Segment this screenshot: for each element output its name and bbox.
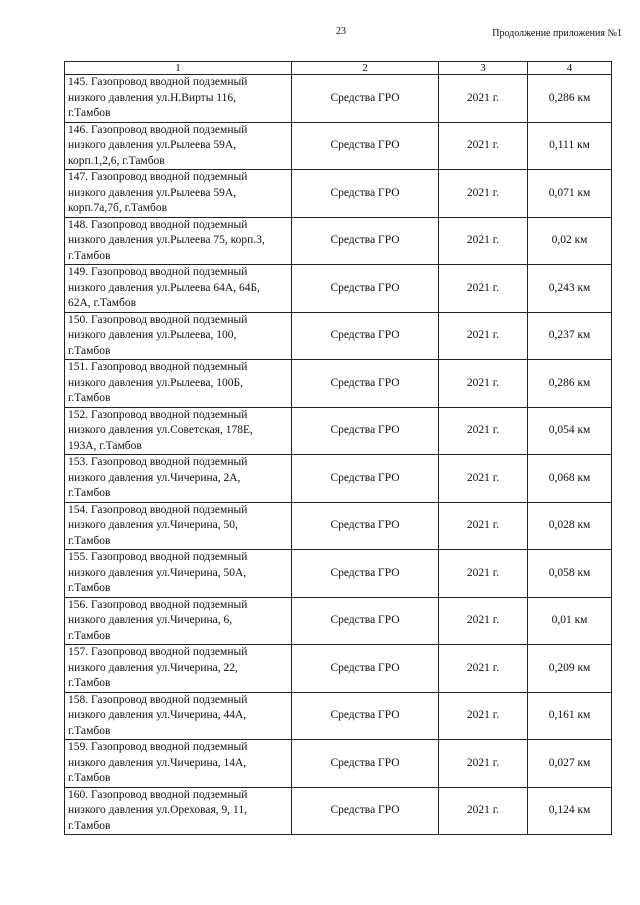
length-cell: 0,071 км: [528, 170, 612, 218]
pipeline-name-line: низкого давления ул.Н.Вирты 116,: [68, 91, 236, 104]
year-cell: 2021 г.: [439, 360, 528, 408]
pipeline-name-cell: [65, 455, 292, 503]
pipeline-name-cell: [65, 217, 292, 265]
pipeline-name-line: г.Тамбов: [68, 392, 111, 404]
length-cell: 0,111 км: [528, 122, 612, 170]
year-cell: 2021 г.: [439, 407, 528, 455]
pipeline-name-line: 62А, г.Тамбов: [68, 297, 137, 309]
pipeline-name-line: 154. Газопровод вводной подземный: [68, 503, 248, 516]
pipeline-name-line: г.Тамбов: [68, 629, 111, 642]
column-header-1: 1: [65, 62, 292, 75]
pipeline-name-cell: [65, 407, 292, 455]
funding-source-cell: Средства ГРО: [292, 265, 439, 313]
pipeline-name-line: 155. Газопровод вводной подземный: [68, 551, 248, 563]
year-cell: 2021 г.: [439, 645, 528, 693]
table-row: [65, 407, 612, 455]
table-row: [65, 217, 612, 265]
pipeline-name-line: г.Тамбов: [68, 249, 111, 262]
pipeline-name-line: низкого давления ул.Рылеева 59А,: [68, 186, 237, 199]
length-cell: 0,054 км: [528, 407, 612, 455]
table-row: [65, 312, 612, 360]
funding-source-cell: Средства ГРО: [292, 360, 439, 408]
pipeline-name-line: г.Тамбов: [68, 819, 111, 832]
pipeline-name-cell: [65, 312, 292, 360]
table-row: [65, 597, 612, 645]
pipeline-name-line: 147. Газопровод вводной подземный: [68, 171, 248, 183]
funding-source-cell: Средства ГРО: [292, 597, 439, 645]
year-cell: 2021 г.: [439, 550, 528, 598]
length-cell: 0,243 км: [528, 265, 612, 313]
pipeline-name-line: низкого давления ул.Советская, 178Е,: [68, 424, 253, 436]
pipeline-name-line: низкого давления ул.Рылеева 64А, 64Б,: [68, 281, 260, 294]
table-row: [65, 455, 612, 503]
pipeline-name-line: 145. Газопровод вводной подземный: [68, 76, 248, 88]
pipeline-name-line: низкого давления ул.Чичерина, 22,: [68, 661, 238, 674]
column-header-3: 3: [439, 62, 528, 75]
pipeline-name-line: 148. Газопровод вводной подземный: [68, 218, 248, 231]
length-cell: 0,058 км: [528, 550, 612, 598]
pipeline-name-line: корп.1,2,6, г.Тамбов: [68, 154, 165, 167]
pipeline-name-line: низкого давления ул.Рылеева 75, корп.3,: [68, 234, 265, 246]
pipeline-name-line: г.Тамбов: [68, 344, 111, 357]
pipeline-name-cell: [65, 75, 292, 123]
table-row: [65, 550, 612, 598]
length-cell: 0,027 км: [528, 740, 612, 788]
pipeline-name-line: г.Тамбов: [68, 582, 111, 594]
year-cell: 2021 г.: [439, 170, 528, 218]
pipeline-name-line: низкого давления ул.Чичерина, 6,: [68, 614, 233, 626]
length-cell: 0,237 км: [528, 312, 612, 360]
pipeline-name-cell: [65, 645, 292, 693]
year-cell: 2021 г.: [439, 75, 528, 123]
funding-source-cell: Средства ГРО: [292, 502, 439, 550]
funding-source-cell: Средства ГРО: [292, 455, 439, 503]
pipeline-name-line: г.Тамбов: [68, 107, 111, 119]
pipeline-name-line: г.Тамбов: [68, 534, 111, 547]
pipeline-name-cell: [65, 787, 292, 835]
funding-source-cell: Средства ГРО: [292, 787, 439, 835]
pipeline-name-cell: [65, 360, 292, 408]
length-cell: 0,286 км: [528, 360, 612, 408]
pipeline-name-line: низкого давления ул.Ореховая, 9, 11,: [68, 804, 248, 816]
pipeline-name-line: 149. Газопровод вводной подземный: [68, 266, 248, 278]
pipeline-name-cell: [65, 692, 292, 740]
pipeline-name-cell: [65, 597, 292, 645]
year-cell: 2021 г.: [439, 597, 528, 645]
funding-source-cell: Средства ГРО: [292, 217, 439, 265]
length-cell: 0,028 км: [528, 502, 612, 550]
funding-source-cell: Средства ГРО: [292, 740, 439, 788]
funding-source-cell: Средства ГРО: [292, 122, 439, 170]
year-cell: 2021 г.: [439, 692, 528, 740]
length-cell: 0,209 км: [528, 645, 612, 693]
pipeline-name-line: 152. Газопровод вводной подземный: [68, 408, 248, 421]
funding-source-cell: Средства ГРО: [292, 692, 439, 740]
pipeline-name-line: 160. Газопровод вводной подземный: [68, 788, 248, 801]
pipeline-name-line: низкого давления ул.Чичерина, 2А,: [68, 471, 241, 484]
funding-source-cell: Средства ГРО: [292, 312, 439, 360]
pipeline-name-line: г.Тамбов: [68, 772, 111, 784]
pipeline-name-line: г.Тамбов: [68, 724, 111, 737]
pipeline-name-line: 153. Газопровод вводной подземный: [68, 456, 248, 468]
pipeline-name-line: низкого давления ул.Чичерина, 14А,: [68, 756, 247, 769]
table-row: [65, 170, 612, 218]
year-cell: 2021 г.: [439, 217, 528, 265]
length-cell: 0,068 км: [528, 455, 612, 503]
length-cell: 0,161 км: [528, 692, 612, 740]
appendix-continuation-label: Продолжение приложения №1: [492, 28, 622, 39]
pipeline-name-line: низкого давления ул.Рылеева 59А,: [68, 139, 237, 151]
year-cell: 2021 г.: [439, 312, 528, 360]
column-number-row: [65, 62, 612, 75]
pipeline-name-line: 151. Газопровод вводной подземный: [68, 361, 248, 373]
table-body: [65, 75, 612, 835]
pipeline-name-line: 156. Газопровод вводной подземный: [68, 598, 248, 611]
pipeline-name-cell: [65, 122, 292, 170]
funding-source-cell: Средства ГРО: [292, 550, 439, 598]
year-cell: 2021 г.: [439, 787, 528, 835]
table-row: [65, 740, 612, 788]
year-cell: 2021 г.: [439, 502, 528, 550]
page-number: 23: [336, 26, 346, 37]
funding-source-cell: Средства ГРО: [292, 170, 439, 218]
pipeline-name-line: г.Тамбов: [68, 487, 111, 499]
year-cell: 2021 г.: [439, 122, 528, 170]
length-cell: 0,02 км: [528, 217, 612, 265]
pipeline-name-line: низкого давления ул.Чичерина, 50А,: [68, 566, 247, 579]
table-row: [65, 645, 612, 693]
table-row: [65, 502, 612, 550]
table-row: [65, 265, 612, 313]
gas-pipeline-table: [64, 61, 612, 835]
table-row: [65, 122, 612, 170]
pipeline-name-line: г.Тамбов: [68, 677, 111, 689]
funding-source-cell: Средства ГРО: [292, 407, 439, 455]
pipeline-name-line: 158. Газопровод вводной подземный: [68, 693, 248, 706]
table-header: [65, 62, 612, 75]
pipeline-name-line: корп.7а,7б, г.Тамбов: [68, 202, 168, 214]
pipeline-name-cell: [65, 550, 292, 598]
pipeline-name-cell: [65, 502, 292, 550]
pipeline-name-cell: [65, 265, 292, 313]
column-header-4: 4: [528, 62, 612, 75]
pipeline-name-line: низкого давления ул.Чичерина, 44А,: [68, 709, 247, 721]
pipeline-name-line: 157. Газопровод вводной подземный: [68, 646, 248, 658]
table-row: [65, 75, 612, 123]
funding-source-cell: Средства ГРО: [292, 645, 439, 693]
length-cell: 0,124 км: [528, 787, 612, 835]
pipeline-name-line: 146. Газопровод вводной подземный: [68, 123, 248, 136]
pipeline-name-line: 150. Газопровод вводной подземный: [68, 313, 248, 326]
column-header-2: 2: [292, 62, 439, 75]
length-cell: 0,286 км: [528, 75, 612, 123]
pipeline-name-line: 159. Газопровод вводной подземный: [68, 741, 248, 753]
table-row: [65, 360, 612, 408]
pipeline-name-line: низкого давления ул.Рылеева, 100Б,: [68, 376, 243, 389]
year-cell: 2021 г.: [439, 740, 528, 788]
length-cell: 0,01 км: [528, 597, 612, 645]
pipeline-name-cell: [65, 740, 292, 788]
pipeline-name-line: низкого давления ул.Чичерина, 50,: [68, 519, 238, 531]
funding-source-cell: Средства ГРО: [292, 75, 439, 123]
pipeline-name-line: 193А, г.Тамбов: [68, 439, 142, 452]
pipeline-name-line: низкого давления ул.Рылеева, 100,: [68, 329, 237, 341]
year-cell: 2021 г.: [439, 265, 528, 313]
table-row: [65, 692, 612, 740]
pipeline-name-cell: [65, 170, 292, 218]
year-cell: 2021 г.: [439, 455, 528, 503]
table-row: [65, 787, 612, 835]
